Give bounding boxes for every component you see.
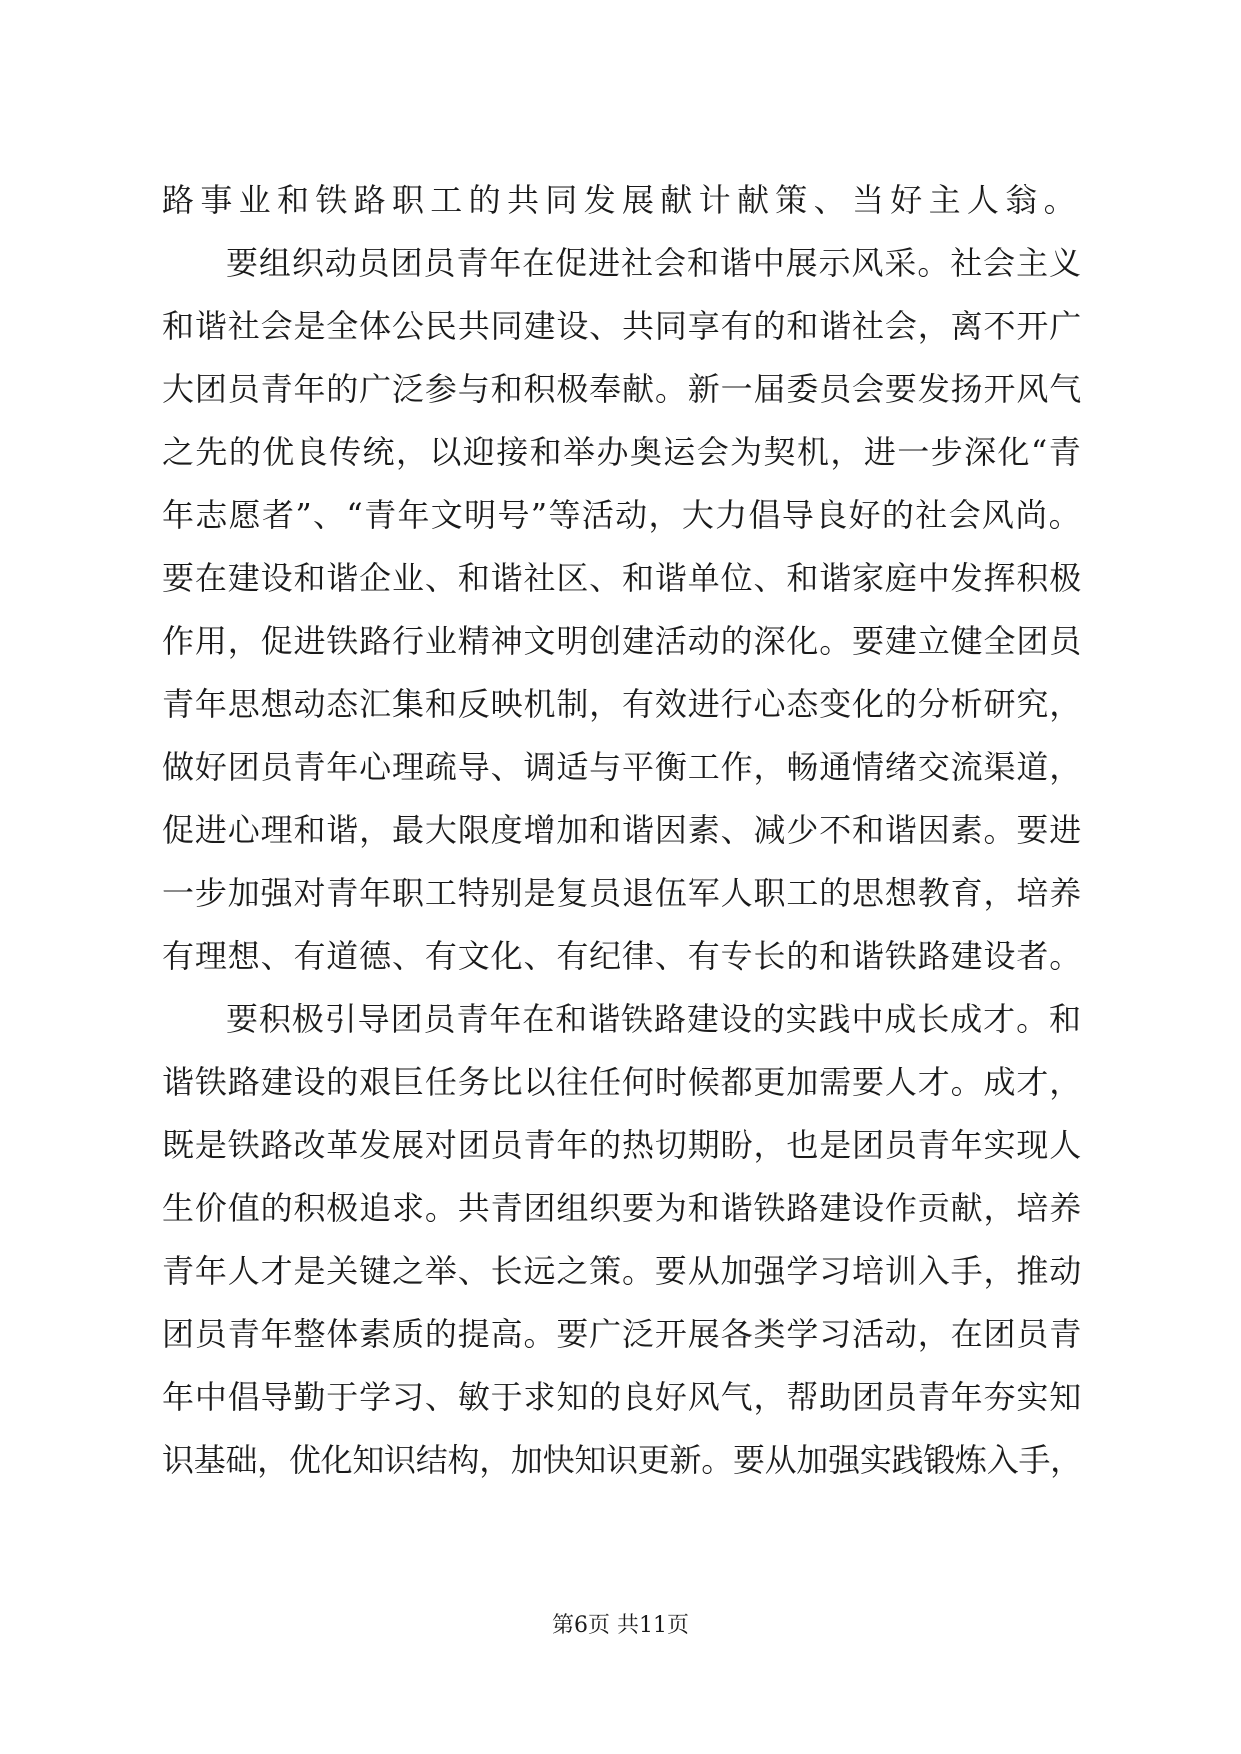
text-line: 大团员青年的广泛参与和积极奉献。新一届委员会要发扬开风气 bbox=[162, 370, 1083, 408]
text-line: 生价值的积极追求。共青团组织要为和谐铁路建设作贡献，培养 bbox=[162, 1189, 1083, 1227]
text-line: 要在建设和谐企业、和谐社区、和谐单位、和谐家庭中发挥积极 bbox=[162, 559, 1083, 597]
text-line: 年志愿者”、“青年文明号”等活动，大力倡导良好的社会风尚。 bbox=[162, 496, 1082, 534]
text-line: 青年人才是关键之举、长远之策。要从加强学习培训入手，推动 bbox=[162, 1252, 1083, 1290]
text-line: 之先的优良传统，以迎接和举办奥运会为契机，进一步深化“青 bbox=[162, 433, 1083, 471]
text-line: 有理想、有道德、有文化、有纪律、有专长的和谐铁路建设者。 bbox=[162, 937, 1083, 975]
text-line: 促进心理和谐，最大限度增加和谐因素、减少不和谐因素。要进 bbox=[162, 811, 1083, 849]
text-line: 识基础，优化知识结构，加快知识更新。要从加强实践锻炼入手， bbox=[162, 1441, 1082, 1479]
text-line: 路事业和铁路职工的共同发展献计献策、当好主人翁。 bbox=[162, 181, 1082, 219]
text-line: 和谐社会是全体公民共同建设、共同享有的和谐社会，离不开广 bbox=[162, 307, 1083, 345]
text-line: 要组织动员团员青年在促进社会和谐中展示风采。社会主义 bbox=[226, 244, 1082, 282]
text-line: 要积极引导团员青年在和谐铁路建设的实践中成长成才。和 bbox=[226, 1000, 1082, 1038]
page-footer: 第6页 共11页 bbox=[552, 1613, 689, 1638]
text-line: 作用，促进铁路行业精神文明创建活动的深化。要建立健全团员 bbox=[162, 622, 1083, 660]
text-line: 青年思想动态汇集和反映机制，有效进行心态变化的分析研究， bbox=[162, 685, 1083, 723]
text-line: 谐铁路建设的艰巨任务比以往任何时候都更加需要人才。成才， bbox=[162, 1063, 1083, 1101]
text-line: 既是铁路改革发展对团员青年的热切期盼，也是团员青年实现人 bbox=[162, 1126, 1083, 1164]
text-line: 一步加强对青年职工特别是复员退伍军人职工的思想教育，培养 bbox=[162, 874, 1083, 912]
text-line: 团员青年整体素质的提高。要广泛开展各类学习活动，在团员青 bbox=[162, 1315, 1083, 1353]
text-line: 年中倡导勤于学习、敏于求知的良好风气，帮助团员青年夯实知 bbox=[162, 1378, 1083, 1416]
text-line: 做好团员青年心理疏导、调适与平衡工作，畅通情绪交流渠道， bbox=[162, 748, 1083, 786]
